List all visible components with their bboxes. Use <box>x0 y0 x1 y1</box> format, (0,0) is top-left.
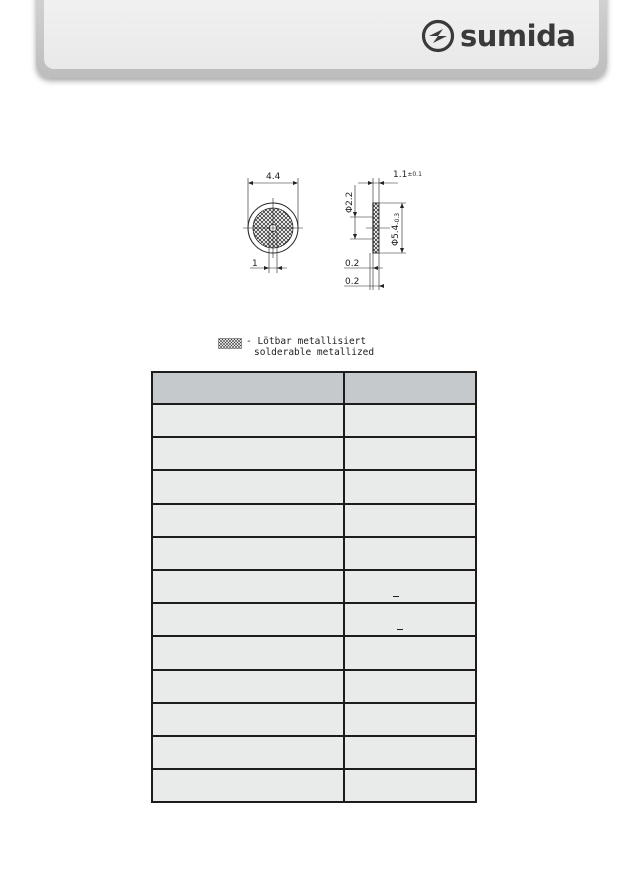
table-row <box>152 537 476 570</box>
tolerance-tick-mark <box>397 629 403 630</box>
table-row <box>152 736 476 769</box>
table-cell <box>344 703 476 736</box>
table-row <box>152 636 476 669</box>
table-header-cell-name <box>152 372 344 404</box>
dim-outer-dia-tolerance: -0.3 <box>394 212 401 225</box>
table-row <box>152 437 476 470</box>
table-cell <box>152 603 344 636</box>
table-header-row <box>152 372 476 404</box>
dim-gap-2-label: 0.2 <box>345 277 360 287</box>
table-cell <box>152 703 344 736</box>
legend-line-en: solderable metallized <box>254 347 375 358</box>
legend <box>218 336 374 358</box>
table-cell <box>152 570 344 603</box>
table-row <box>152 670 476 703</box>
dim-thickness-tolerance: ±0.1 <box>407 171 422 178</box>
table-row <box>152 504 476 537</box>
table-cell <box>344 404 476 437</box>
table-cell <box>344 504 476 537</box>
table-row <box>152 603 476 636</box>
table-cell <box>152 470 344 503</box>
legend-text <box>246 336 374 358</box>
crosshatch-swatch-icon <box>218 338 242 349</box>
dim-outer-dia-label <box>391 213 401 246</box>
table-row <box>152 404 476 437</box>
table-row <box>152 570 476 603</box>
table-cell <box>152 504 344 537</box>
tolerance-tick-mark <box>393 596 399 597</box>
table-header-cell-value <box>344 372 476 404</box>
table-cell <box>344 636 476 669</box>
table-cell <box>152 537 344 570</box>
table-row <box>152 769 476 802</box>
table-cell <box>152 670 344 703</box>
table-row <box>152 470 476 503</box>
dim-thickness-value: 1.1 <box>393 170 408 180</box>
dim-hole-label: 1 <box>252 259 258 269</box>
table-cell <box>152 736 344 769</box>
table-cell <box>344 769 476 802</box>
table-cell <box>344 603 476 636</box>
spec-table <box>151 371 477 803</box>
table-cell <box>344 437 476 470</box>
table-cell <box>152 769 344 802</box>
technical-drawing <box>0 0 629 330</box>
table-cell <box>344 570 476 603</box>
dim-gap-1-label: 0.2 <box>345 259 360 269</box>
table-cell <box>344 670 476 703</box>
table-cell <box>344 736 476 769</box>
legend-line-de: - Lötbar metallisiert <box>246 336 367 347</box>
table-cell <box>152 404 344 437</box>
table-cell <box>344 470 476 503</box>
dim-width-label: 4.4 <box>266 172 281 182</box>
sumida-logo-wordmark: sumida <box>460 19 576 53</box>
dim-outer-dia-value: Φ5.4 <box>391 224 401 246</box>
table-cell <box>344 537 476 570</box>
dim-inner-dia-label: Φ2.2 <box>345 191 355 213</box>
table-cell <box>152 437 344 470</box>
table-row <box>152 703 476 736</box>
table-cell <box>152 636 344 669</box>
dim-thickness-label <box>393 170 422 180</box>
